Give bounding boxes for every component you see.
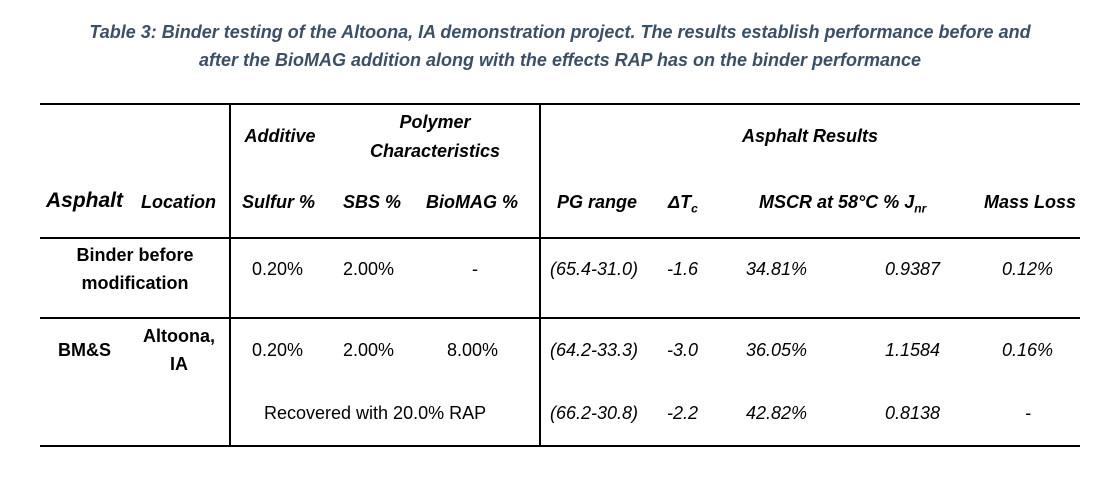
table-caption — [0, 18, 1120, 74]
row3-pg-range: (66.2-30.8) — [550, 403, 639, 423]
row1-mscr-percent: 34.81% — [746, 259, 808, 279]
row2-delta-tc: -3.0 — [667, 340, 699, 360]
row3-jnr: 0.8138 — [885, 403, 941, 423]
column-header-sulfur: Sulfur % — [242, 192, 316, 212]
row2-pg-range: (64.2-33.3) — [550, 340, 639, 360]
row1-biomag: - — [472, 259, 478, 279]
delta-tc-subscript: c — [691, 201, 698, 216]
group-header-additive: Additive — [244, 126, 316, 146]
row2-jnr: 1.1584 — [885, 340, 941, 360]
column-header-delta-tc — [668, 188, 698, 223]
row1-mass-loss: 0.12% — [1002, 259, 1054, 279]
group-header-polymer-line2: Characteristics — [369, 141, 501, 161]
table-bottom-rule — [40, 445, 1080, 447]
column-header-pg-range: PG range — [557, 192, 638, 212]
row1-delta-tc: -1.6 — [667, 259, 699, 279]
row2-sulfur: 0.20% — [252, 340, 304, 360]
group-header-polymer-line1: Polymer — [399, 112, 471, 132]
row1-sbs: 2.00% — [343, 259, 395, 279]
column-header-mscr — [759, 188, 926, 223]
column-header-mass-loss: Mass Loss — [984, 192, 1077, 212]
row1-asphalt-line1: Binder before — [76, 245, 194, 265]
row2-sbs: 2.00% — [343, 340, 395, 360]
column-header-location: Location — [141, 192, 216, 212]
delta-tc-label: ΔT — [668, 192, 692, 212]
column-header-sbs: SBS % — [343, 192, 402, 212]
row2-asphalt: BM&S — [58, 340, 111, 360]
row2-mscr-percent: 36.05% — [746, 340, 808, 360]
group-header-asphalt-results: Asphalt Results — [741, 126, 879, 146]
row3-mass-loss: - — [1025, 403, 1031, 423]
mscr-subscript: nr — [914, 201, 927, 216]
row-divider-rule — [40, 317, 1080, 319]
header-bottom-rule — [40, 237, 1080, 239]
caption-line-2: after the BioMAG addition along with the effects RAP has on the binder performance — [198, 50, 922, 70]
row2-location-line2: IA — [170, 354, 188, 374]
row3-mscr-percent: 42.82% — [746, 403, 808, 423]
row3-label: Recovered with 20.0% RAP — [264, 403, 487, 423]
row2-mass-loss: 0.16% — [1002, 340, 1054, 360]
column-header-asphalt: Asphalt — [46, 189, 124, 212]
row1-pg-range: (65.4-31.0) — [550, 259, 639, 279]
mscr-label: MSCR at 58°C % J — [759, 192, 915, 212]
caption-line-1: Table 3: Binder testing of the Altoona, IA demonstration project. The results establish performance before and — [89, 22, 1031, 42]
row3-delta-tc: -2.2 — [667, 403, 699, 423]
row1-jnr: 0.9387 — [885, 259, 941, 279]
row2-location-line1: Altoona, — [143, 326, 215, 346]
row2-biomag: 8.00% — [447, 340, 499, 360]
column-header-biomag: BioMAG % — [426, 192, 518, 212]
row1-asphalt-line2: modification — [81, 273, 189, 293]
row1-sulfur: 0.20% — [252, 259, 304, 279]
table-top-rule — [40, 103, 1080, 105]
